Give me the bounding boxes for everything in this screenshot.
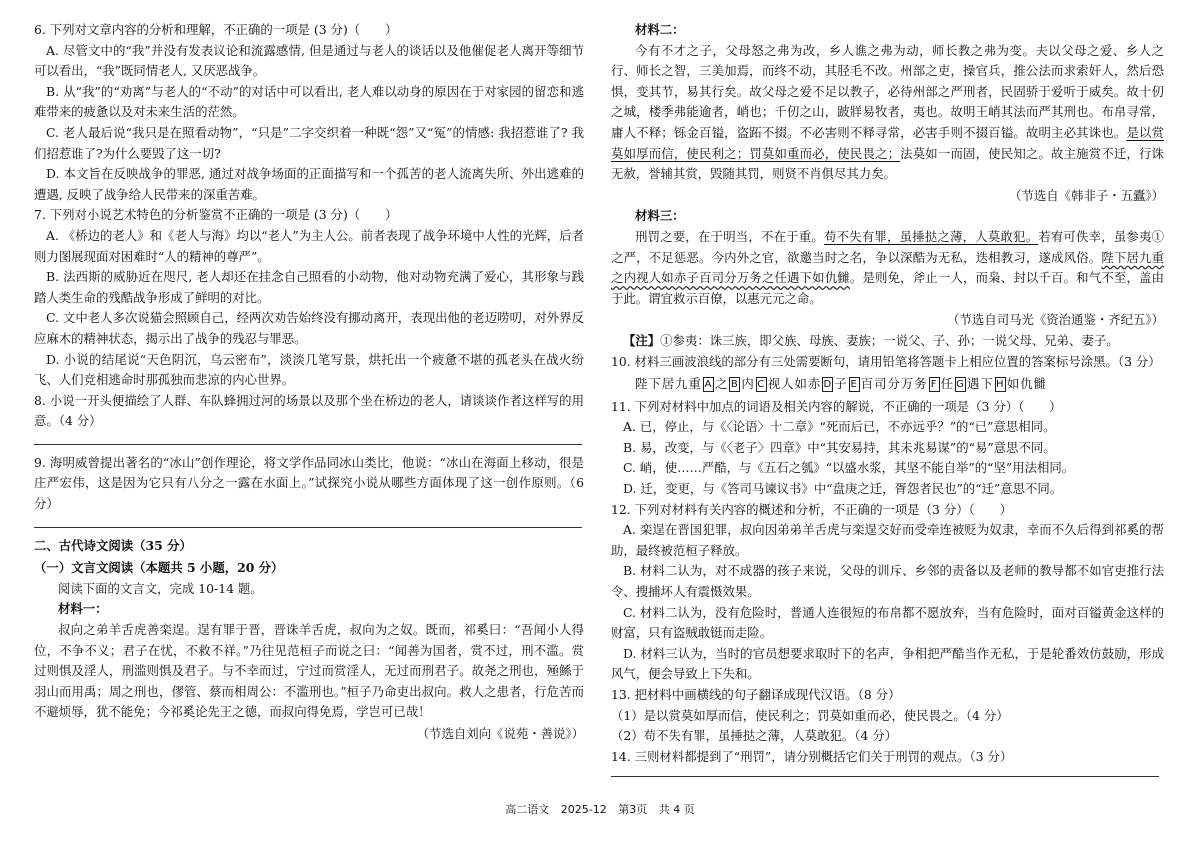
q6-option-d: D. 本文旨在反映战争的罪恶, 通过对战争场面的正面描写和一个孤苦的老人流离失所、外出逃难的遭遇, 反映了战争给人民带来的深重苦难。 — [34, 166, 584, 202]
material-3-source: （节选自司马光《资治通鉴・齐纪五》） — [947, 312, 1164, 328]
q10-box-a[interactable]: A — [704, 379, 713, 391]
q7-option-b: B. 法西斯的威胁近在咫尺, 老人却还在挂念自己照看的小动物，他对动物充满了爱心，其形象与践踏人类生命的残酷战争形成了鲜明的对比。 — [34, 269, 584, 305]
q10-stem: 10. 材料三画波浪线的部分有三处需要断句，请用铅笔将答题卡上相应位置的答案标号涂黑。（3 分） — [611, 353, 1161, 369]
material-3-text — [611, 227, 1164, 309]
page-footer — [0, 801, 1200, 817]
subsection-title-classical: （一）文言文阅读（本题共 5 小题，20 分） — [34, 560, 284, 576]
footer-subject: 高二语文 — [505, 803, 550, 816]
q13-part-2: （2）苟不失有罪，虽捶挞之薄，人莫敢犯。（4 分） — [611, 728, 898, 744]
q10-box-d[interactable]: D — [823, 379, 833, 391]
q10-box-f[interactable]: F — [929, 377, 940, 392]
answer-line-q8[interactable] — [34, 432, 582, 445]
q10-seg-7: 任 — [940, 376, 955, 392]
q10-seg-1: 陛下居九重 — [635, 376, 702, 392]
material-3-text-b: 若宥可佚幸，虽参夷①之严，不足惩恶。今内外之官，欲邀当时之名，争以深酷为无私，迭相教习，遂成风俗。 — [611, 228, 1165, 265]
q11-option-b: B. 易，改变，与《〈老子〉四章》中“其安易持，其未兆易谋”的“易”意思不同。 — [623, 439, 1056, 455]
q7-stem: 7. 下列对小说艺术特色的分析鉴赏不正确的一项是 (3 分)（ ） — [34, 207, 398, 223]
q10-box-c[interactable]: C — [757, 379, 766, 391]
annotation-note — [611, 331, 1164, 352]
note-label: 【注】 — [623, 332, 661, 348]
q10-box-b[interactable]: B — [730, 379, 739, 391]
material-3-wavy: 陛下居九重之内视人如赤子百司分万务之任遇下如仇雠 — [611, 249, 1165, 286]
q10-box-e[interactable]: E — [850, 379, 858, 391]
q14-stem: 14. 三则材料都提到了“刑罚”，请分别概括它们关于刑罚的观点。（3 分） — [611, 748, 1013, 764]
q8-stem: 8. 小说一开头便描绘了人群、车队蜂拥过河的场景以及那个坐在桥边的老人，请谈谈作者这样写的用意。（4 分） — [34, 392, 584, 429]
material-1-text: 叔向之弟羊舌虎善栾逞。逞有罪于晋，晋诛羊舌虎，叔向为之奴。既而，祁奚曰：“吾闻小人得位，不争不义；君子在忧，不救不祥。”乃往见范桓子而说之曰：“闻善为国者，赏不过，刑不滥。赏过则惧及淫人，刑滥则惧及君子。与不幸而过，宁过而赏淫人，无过而刑君子。故尧之刑也，殛鲧于羽山而用禹；周之刑也，僇管、蔡而相周公：不滥刑也。”桓子乃命吏出叔向。救人之患者，行危苦而不避烦辱，犹不能免；今祁奚论先王之德，而叔向得免焉，学岂可已哉！ — [34, 622, 584, 720]
q6-option-c: C. 老人最后说“我只是在照看动物”，“只是”二字交织着一种既“怨”又“冤”的情感: 我招惹谁了? 我们招惹谁了?为什么要毁了这一切? — [34, 124, 584, 161]
q11-stem: 11. 下列对材料中加点的词语及相关内容的解说，不正确的一项是（3 分）（ ） — [611, 398, 1062, 414]
right-column — [611, 20, 1164, 767]
material-1-source: （节选自刘向《说苑・善说》） — [416, 726, 584, 741]
q11-option-c: C. 峭，使……严酷，与《五石之瓠》“以盛水浆，其坚不能自举”的“坚”用法相同。 — [623, 460, 1075, 476]
material-2-underlined: 是以赏莫如厚而信，使民利之；罚莫如重而必，使民畏之； — [611, 124, 1165, 161]
q7-option-c: C. 文中老人多次说猫会照顾自己，经两次劝告始终没有挪动离开，表现出他的老迈唠叨，对外界反应麻木的精神状态，揭示出了战争的残忍与罪恶。 — [34, 310, 584, 346]
q10-seg-8: 遇下 — [967, 376, 994, 392]
q13-stem: 13. 把材料中画横线的句子翻译成现代汉语。（8 分） — [611, 687, 901, 702]
material-3-underlined: 苟不失有罪，虽捶挞之薄，人莫敢犯。 — [824, 228, 1039, 244]
q12-stem: 12. 下列对材料有关内容的概述和分析，不正确的一项是（3 分）（ ） — [611, 501, 1012, 517]
footer-page: 第3页 — [618, 803, 648, 816]
material-2-text — [611, 41, 1164, 185]
note-text: ①参夷：诛三族，即父族、母族、妻族；一说父、子、孙；一说父母、兄弟、妻子。 — [660, 332, 1119, 348]
q12-option-a: A. 栾逞在晋国犯罪，叔向因弟弟羊舌虎与栾逞交好而受牵连被贬为奴隶，幸而不久后得到祁奚的帮助，最终被范桓子释放。 — [611, 522, 1164, 558]
q6-stem: 6. 下列对文章内容的分析和理解，不正确的一项是 (3 分)（ ） — [34, 22, 398, 37]
left-column — [34, 20, 584, 745]
q7-option-d: D. 小说的结尾说“天色阴沉，乌云密布”，淡淡几笔写景，烘托出一个疲惫不堪的孤老头在战火纷飞、人们竞相逃命时那孤独而悲凉的内心世界。 — [34, 351, 584, 388]
q9-stem: 9. 海明威曾提出著名的“冰山”创作理论，将文学作品同冰山类比，他说：“冰山在海面上移动，很是庄严宏伟，这是因为它只有八分之一露在水面上。”试探究小说从哪些方面体现了这一创作原则。（6 分） — [34, 454, 584, 512]
q10-seg-4: 视人如赤 — [767, 376, 822, 392]
answer-line-q9[interactable] — [34, 515, 582, 528]
q11-option-a: A. 已，停止，与《〈论语〉十二章》“死而后已，不亦远乎？”的“已”意思相同。 — [623, 419, 1056, 435]
q10-answer-boxes — [611, 374, 1164, 395]
footer-date: 2025-12 — [560, 803, 607, 816]
material-1-title: 材料一： — [58, 601, 108, 617]
material-3-title: 材料三： — [635, 208, 685, 224]
reading-intro: 阅读下面的文言文，完成 10-14 题。 — [58, 580, 263, 596]
q7-option-a: A. 《桥边的老人》和《老人与海》均以“老人”为主人公。前者表现了战争环境中人性的光辉，后者则力图展现面对困难时“人的精神的尊严”。 — [34, 227, 584, 264]
footer-total: 共 4 页 — [658, 803, 695, 816]
material-3-text-a: 刑罚之要，在于明当，不在于重。 — [635, 228, 825, 244]
material-3-text-c: 。是则免，斧止一人，而枭、封以千百。和气不至，盖由于此。谓宜救示百僚，以惠元元之命。 — [611, 270, 1165, 306]
q12-option-c: C. 材料二认为，没有危险时，普通人连很短的布帛都不愿放弃，当有危险时，面对百镒黄金这样的财富，只有盗贼敢铤而走险。 — [611, 604, 1164, 641]
material-2-source: （节选自《韩非子・五蠹》） — [1009, 187, 1164, 203]
q11-option-d: D. 迁，变更，与《答司马谏议书》中“盘庚之迁，胥怨者民也”的“迁”意思不同。 — [623, 481, 1063, 497]
material-2-text-b: 法莫如一而固，使民知之。故主施赏不迁，行诛无赦，誉辅其赏，毁随其罚，则贤不肖俱尽其力矣。 — [611, 145, 1165, 182]
q10-seg-3: 内 — [741, 376, 755, 392]
q6-option-a: A. 尽管文中的“我”并没有发表议论和流露感情, 但是通过与老人的谈话以及他催促老人离开等细节可以看出，“我”既同情老人, 又厌恶战争。 — [34, 42, 584, 79]
q10-seg-6: 百司分万务 — [860, 376, 928, 392]
material-2-title: 材料二： — [635, 22, 685, 37]
answer-line-q14[interactable] — [611, 776, 1159, 777]
section-title-ancient: 二、古代诗文阅读（35 分） — [34, 537, 192, 553]
q13-part-1: （1）是以赏莫如厚而信，使民利之；罚莫如重而必，使民畏之。（4 分） — [611, 707, 1009, 723]
q10-seg-5: 子 — [834, 376, 848, 392]
q10-tail: 如仇雠 — [1006, 376, 1047, 392]
q10-box-h[interactable]: H — [996, 379, 1005, 391]
q10-box-g[interactable]: G — [956, 379, 965, 391]
q10-seg-2: 之 — [714, 376, 729, 392]
q6-option-b: B. 从“我”的“劝离”与老人的“不动”的对话中可以看出, 老人难以动身的原因在于对家园的留恋和逃难带来的疲惫以及对未来生活的茫然。 — [34, 83, 584, 120]
q12-option-d: D. 材料三认为，当时的官员想要求取时下的名声，争相把严酷当作无私，于是轮番效仿鼓励，形成风气，便会导致上下失和。 — [611, 645, 1164, 682]
q12-option-b: B. 材料二认为，对不成器的孩子来说，父母的训斥、乡邻的责备以及老师的教导都不如官吏推行法令、搜捕坏人有震慑效果。 — [611, 563, 1164, 600]
material-2-text-a: 今有不才之子，父母怒之弗为改，乡人谯之弗为动，师长教之弗为变。夫以父母之爱、乡人之行、师长之智，三美加焉，而终不动，其胫毛不改。州部之吏，操官兵，推公法而求索奸人，然后恐惧，变其节，易其行矣。故父母之爱不足以教子，必待州部之严刑者，民固骄于爱听于威矣。故十仞之城，楼季弗能逾者，峭也；千仞之山，跛牂易牧者，夷也。故明王峭其法而严其刑也。布帛寻常，庸人不释；铄金百镒，盗跖不掇。不必害则不释寻常，必害手则不掇百镒。故明主必其诛也。 — [611, 42, 1164, 140]
